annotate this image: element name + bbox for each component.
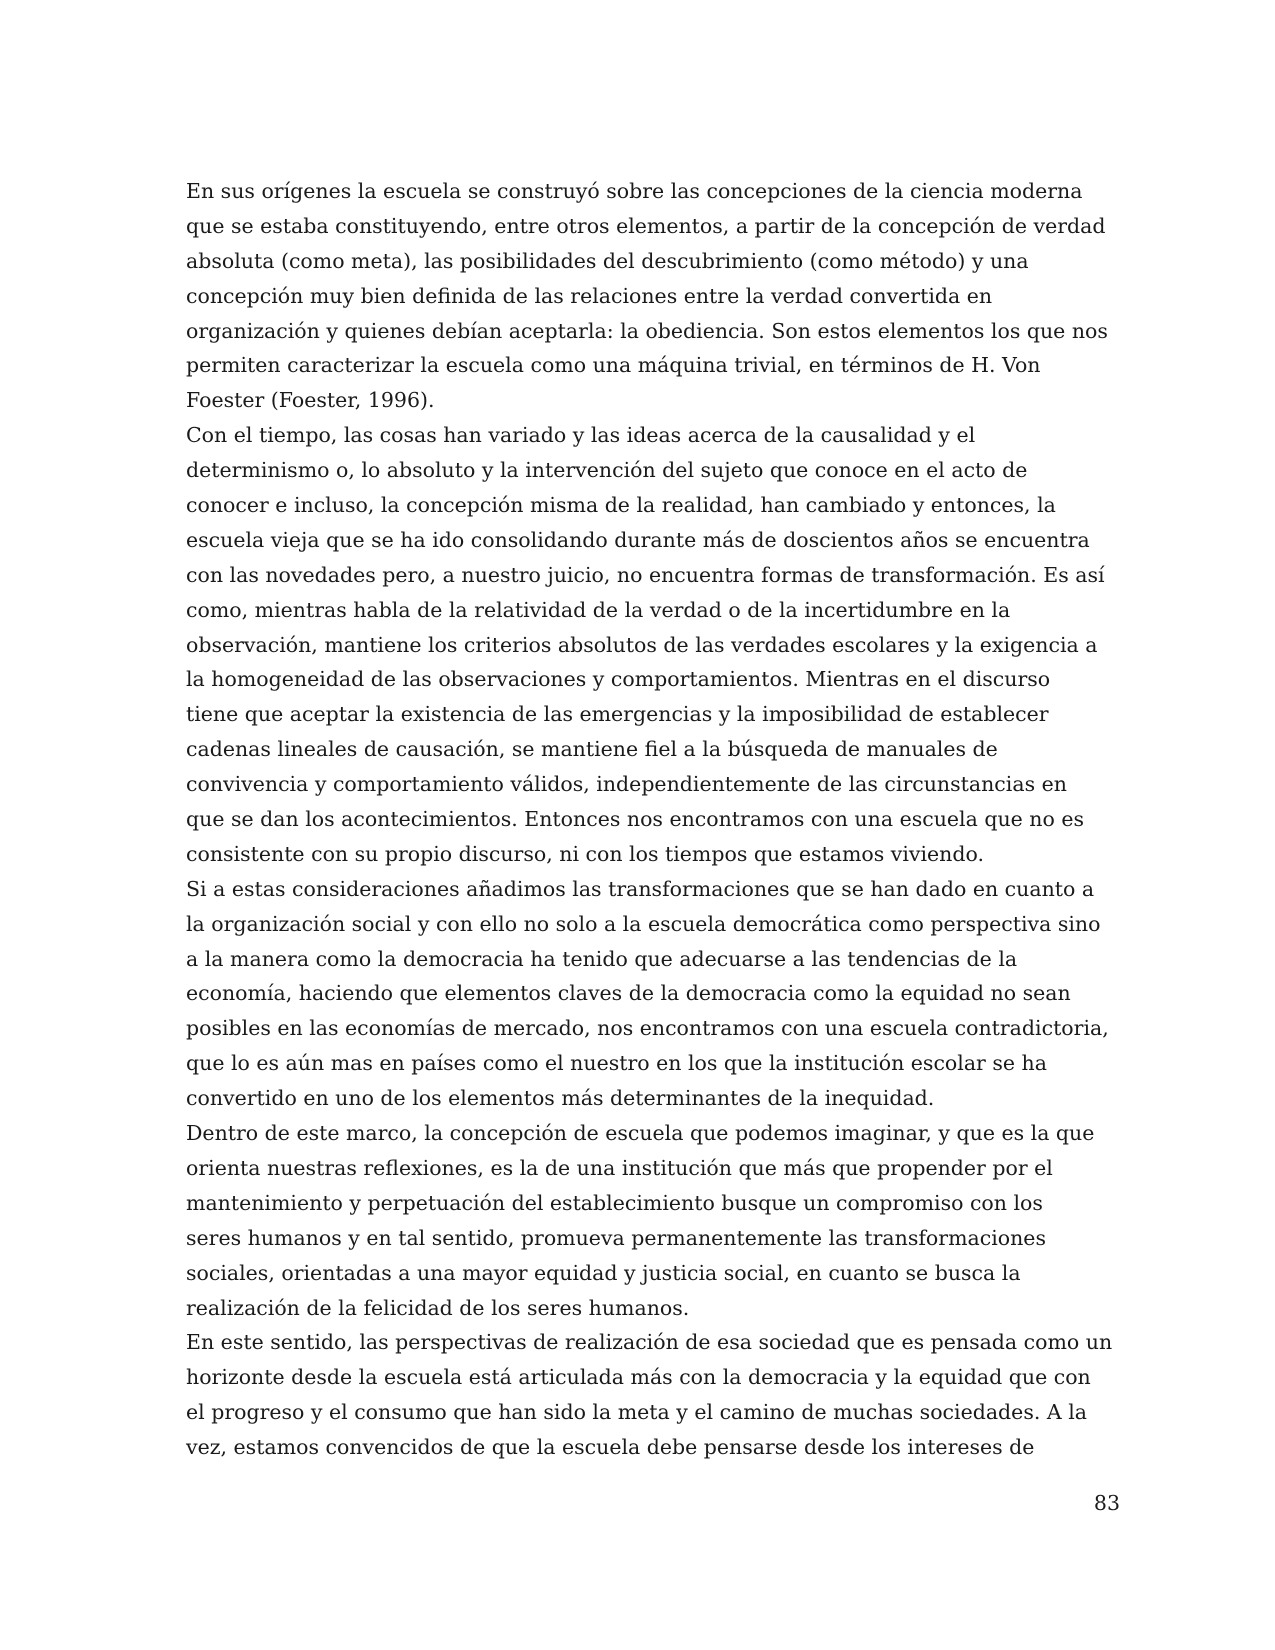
text-line: el progreso y el consumo que han sido la meta y el camino de muchas sociedades. A la: [186, 1400, 1087, 1425]
text-line: permiten caracterizar la escuela como una máquina trivial, en términos de H. Von: [186, 353, 1041, 378]
text-line: Foester (Foester, 1996).: [186, 388, 435, 413]
text-line: que lo es aún mas en países como el nuestro en los que la institución escolar se ha: [186, 1051, 1047, 1076]
text-line: consistente con su propio discurso, ni con los tiempos que estamos viviendo.: [186, 841, 984, 866]
text-line: tiene que aceptar la existencia de las emergencias y la imposibilidad de establecer: [186, 702, 1049, 727]
text-line: En sus orígenes la escuela se construyó sobre las concepciones de la ciencia moderna: [186, 179, 1083, 203]
text-line: Si a estas consideraciones añadimos las transformaciones que se han dado en cuanto a: [186, 876, 1095, 901]
text-line: posibles en las economías de mercado, nos encontramos con una escuela contradictoria,: [186, 1016, 1109, 1041]
text-line: Dentro de este marco, la concepción de escuela que podemos imaginar, y que es la que: [186, 1121, 1095, 1146]
text-line: conocer e incluso, la concepción misma de la realidad, han cambiado y entonces, la: [186, 493, 1056, 518]
text-line: la homogeneidad de las observaciones y comportamientos. Mientras en el discurso: [186, 667, 1051, 692]
text-line: determinismo o, lo absoluto y la intervención del sujeto que conoce en el acto de: [186, 458, 1028, 483]
text-line: concepción muy bien definida de las relaciones entre la verdad convertida en: [186, 283, 993, 308]
text-line: sociales, orientadas a una mayor equidad y justicia social, en cuanto se busca la: [186, 1260, 1021, 1285]
text-line: mantenimiento y perpetuación del establecimiento busque un compromiso con los: [186, 1190, 1043, 1215]
text-line: a la manera como la democracia ha tenido que adecuarse a las tendencias de la: [186, 946, 1018, 971]
text-line: seres humanos y en tal sentido, promueva permanentemente las transformaciones: [186, 1225, 1046, 1250]
page-number: 83: [1093, 1491, 1120, 1515]
text-line: la organización social y con ello no solo a la escuela democrática como perspectiva sino: [186, 911, 1101, 936]
text-line: convivencia y comportamiento válidos, independientemente de las circunstancias en: [186, 772, 1067, 797]
text-line: con las novedades pero, a nuestro juicio, no encuentra formas de transformación. Es así: [186, 562, 1105, 587]
text-line: observación, mantiene los criterios absolutos de las verdades escolares y la exigencia a: [186, 632, 1098, 657]
text-line: que se dan los acontecimientos. Entonces nos encontramos con una escuela que no es: [186, 807, 1085, 832]
text-line: En este sentido, las perspectivas de realización de esa sociedad que es pensada como un: [186, 1330, 1113, 1355]
text-line: que se estaba constituyendo, entre otros elementos, a partir de la concepción de verdad: [186, 213, 1106, 238]
text-line: escuela vieja que se ha ido consolidando durante más de doscientos años se encuentra: [186, 527, 1090, 552]
text-line: Con el tiempo, las cosas han variado y las ideas acerca de la causalidad y el: [186, 423, 976, 448]
text-line: absoluta (como meta), las posibilidades del descubrimiento (como método) y una: [186, 248, 1029, 273]
text-line: cadenas lineales de causación, se mantiene fiel a la búsqueda de manuales de: [186, 737, 998, 762]
text-line: vez, estamos convencidos de que la escuela debe pensarse desde los intereses de: [186, 1435, 1035, 1460]
text-line: orienta nuestras reflexiones, es la de una institución que más que propender por el: [186, 1155, 1053, 1180]
text-line: realización de la felicidad de los seres humanos.: [186, 1295, 690, 1320]
text-line: como, mientras habla de la relatividad de la verdad o de la incertidumbre en la: [186, 597, 1011, 622]
text-line: organización y quienes debían aceptarla: la obediencia. Son estos elementos los que nos: [186, 318, 1108, 343]
body-text: [186, 174, 1126, 1465]
text-line: horizonte desde la escuela está articulada más con la democracia y la equidad que con: [186, 1365, 1091, 1390]
text-line: convertido en uno de los elementos más determinantes de la inequidad.: [186, 1086, 935, 1111]
text-line: economía, haciendo que elementos claves de la democracia como la equidad no sean: [186, 981, 1071, 1006]
